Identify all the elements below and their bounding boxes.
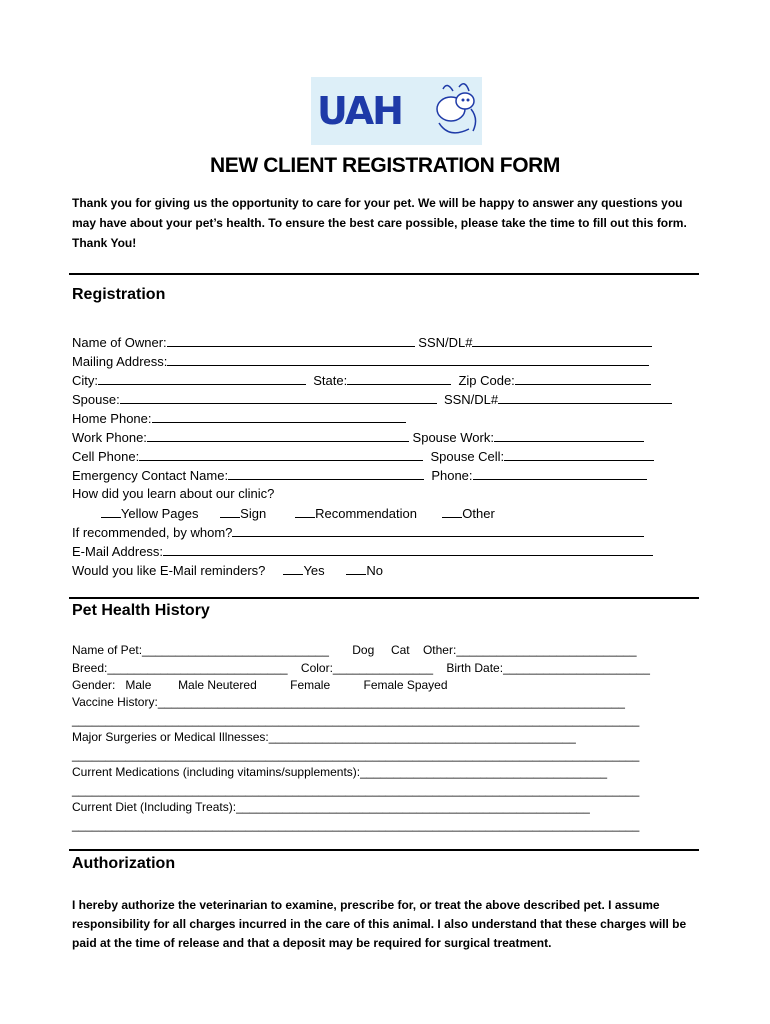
medications-row xyxy=(72,764,607,780)
city-row xyxy=(72,372,651,389)
emergency-row xyxy=(72,467,647,484)
recommendation-blank[interactable] xyxy=(295,505,315,518)
diet-continuation-line[interactable]: _____________________________________________________________________________________ xyxy=(72,818,640,832)
spouse-field[interactable] xyxy=(120,391,437,404)
owner-label: Name of Owner: xyxy=(72,335,167,350)
recommendation-label: Recommendation xyxy=(315,506,417,521)
vaccine-field[interactable]: ______________________________________________________________________ xyxy=(157,695,625,709)
vaccine-label: Vaccine History: xyxy=(72,695,158,709)
spouse-ssn-field[interactable] xyxy=(498,391,672,404)
home-phone-field[interactable] xyxy=(152,410,406,423)
diet-field[interactable]: _____________________________________________________ xyxy=(236,800,590,814)
gender-row xyxy=(72,677,448,693)
ssn-label: SSN/DL# xyxy=(418,335,473,350)
authorization-heading: Authorization xyxy=(72,855,176,872)
medications-label: Current Medications (including vitamins/supplements): xyxy=(72,765,361,779)
spouse-work-field[interactable] xyxy=(494,429,644,442)
mailing-row xyxy=(72,353,649,370)
surgeries-field[interactable]: ______________________________________________ xyxy=(268,730,576,744)
no-blank[interactable] xyxy=(346,562,366,575)
other-species-field[interactable]: ___________________________ xyxy=(456,643,637,657)
spouse-work-label: Spouse Work: xyxy=(412,430,494,445)
learn-question: How did you learn about our clinic? xyxy=(72,486,275,501)
emergency-contact-field[interactable] xyxy=(228,467,424,480)
other-species-label: Other: xyxy=(422,643,457,657)
pet-history-heading: Pet Health History xyxy=(72,602,210,619)
recommended-label: If recommended, by whom? xyxy=(72,525,233,540)
owner-name-field[interactable] xyxy=(167,334,415,347)
breed-field[interactable]: ___________________________ xyxy=(107,661,288,675)
home-phone-row xyxy=(72,410,406,427)
male-option[interactable]: Male xyxy=(125,678,152,692)
yes-label: Yes xyxy=(303,563,325,578)
surgeries-continuation-line[interactable]: _____________________________________________________________________________________ xyxy=(72,748,640,762)
gender-label: Gender: xyxy=(72,678,116,692)
cell-phone-label: Cell Phone: xyxy=(72,449,140,464)
section-divider xyxy=(69,849,699,851)
surgeries-label: Major Surgeries or Medical Illnesses: xyxy=(72,730,269,744)
email-row xyxy=(72,543,653,560)
city-field[interactable] xyxy=(98,372,306,385)
pet-name-field[interactable]: ____________________________ xyxy=(142,643,329,657)
cell-phone-field[interactable] xyxy=(139,448,423,461)
spouse-cell-label: Spouse Cell: xyxy=(430,449,505,464)
spouse-ssn-label: SSN/DL# xyxy=(443,392,499,407)
yes-blank[interactable] xyxy=(283,562,303,575)
sign-blank[interactable] xyxy=(220,505,240,518)
learn-options-row xyxy=(72,505,495,522)
spouse-label: Spouse: xyxy=(72,392,120,407)
city-label: City: xyxy=(72,373,98,388)
section-divider xyxy=(69,273,699,275)
reminders-row xyxy=(72,562,383,579)
cell-phone-row xyxy=(72,448,654,465)
diet-row xyxy=(72,799,590,815)
registration-heading: Registration xyxy=(72,286,166,303)
work-phone-field[interactable] xyxy=(147,429,409,442)
other-blank[interactable] xyxy=(442,505,462,518)
recommended-by-field[interactable] xyxy=(232,524,644,537)
work-phone-row xyxy=(72,429,644,446)
sign-label: Sign xyxy=(240,506,267,521)
no-label: No xyxy=(366,563,383,578)
dog-option[interactable]: Dog xyxy=(352,643,375,657)
email-field[interactable] xyxy=(163,543,653,556)
owner-row xyxy=(72,334,652,351)
vaccine-row xyxy=(72,694,625,710)
form-title: NEW CLIENT REGISTRATION FORM xyxy=(209,154,561,177)
birth-date-field[interactable]: ______________________ xyxy=(503,661,650,675)
uah-logo xyxy=(311,77,482,145)
vaccine-continuation-line[interactable]: _____________________________________________________________________________________ xyxy=(72,713,640,727)
reminders-question: Would you like E-Mail reminders? xyxy=(72,563,266,578)
female-spayed-option[interactable]: Female Spayed xyxy=(363,678,448,692)
authorization-text: I hereby authorize the veterinarian to examine, prescribe for, or treat the above described pet. I assume responsibility for all charges incurred in the care of this animal. I also understand that these charges will be paid at the time of release and that a deposit may be required for surgical treatment. xyxy=(72,898,687,950)
emergency-phone-field[interactable] xyxy=(473,467,647,480)
section-divider xyxy=(69,597,699,599)
breed-label: Breed: xyxy=(72,661,108,675)
birth-date-label: Birth Date: xyxy=(446,661,504,675)
color-field[interactable]: _______________ xyxy=(332,661,434,675)
emergency-phone-label: Phone: xyxy=(431,468,473,483)
cat-option[interactable]: Cat xyxy=(390,643,410,657)
pet-name-row xyxy=(72,642,637,658)
work-phone-label: Work Phone: xyxy=(72,430,147,445)
pets-logo-icon xyxy=(429,79,481,143)
intro-text: Thank you for giving us the opportunity to care for your pet. We will be happy to answer any questions you may have about your pet’s health. To ensure the best care possible, please take the time to fill out this form. Thank You! xyxy=(72,196,687,250)
mailing-label: Mailing Address: xyxy=(72,354,168,369)
male-neutered-option[interactable]: Male Neutered xyxy=(178,678,257,692)
medications-field[interactable]: _____________________________________ xyxy=(360,765,608,779)
color-label: Color: xyxy=(300,661,333,675)
yellow-pages-label: Yellow Pages xyxy=(120,506,199,521)
logo-text: UAH xyxy=(317,89,402,133)
home-phone-label: Home Phone: xyxy=(72,411,152,426)
zip-field[interactable] xyxy=(515,372,651,385)
breed-row xyxy=(72,660,650,676)
mailing-address-field[interactable] xyxy=(167,353,649,366)
pet-name-label: Name of Pet: xyxy=(72,643,143,657)
state-label: State: xyxy=(313,373,348,388)
other-label: Other xyxy=(462,506,495,521)
surgeries-row xyxy=(72,729,576,745)
email-label: E-Mail Address: xyxy=(72,544,164,559)
emergency-label: Emergency Contact Name: xyxy=(72,468,229,483)
zip-label: Zip Code: xyxy=(458,373,515,388)
ssn-field[interactable] xyxy=(472,334,652,347)
spouse-row xyxy=(72,391,672,408)
medications-continuation-line[interactable]: _____________________________________________________________________________________ xyxy=(72,783,640,797)
spouse-cell-field[interactable] xyxy=(504,448,654,461)
recommended-row xyxy=(72,524,644,541)
yellow-pages-blank[interactable] xyxy=(101,505,121,518)
female-option[interactable]: Female xyxy=(290,678,331,692)
state-field[interactable] xyxy=(347,372,451,385)
diet-label: Current Diet (Including Treats): xyxy=(72,800,237,814)
